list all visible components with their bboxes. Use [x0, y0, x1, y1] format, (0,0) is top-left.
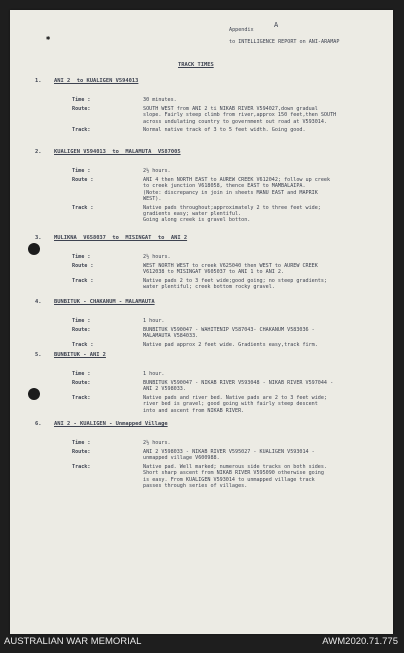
field-label: Route:	[72, 105, 91, 112]
field-value-line: 1 hour.	[143, 318, 165, 324]
field-value-line: to creek junction V618058, thence EAST to MAMBALAIPA.	[143, 183, 306, 190]
field-label: Route :	[72, 176, 94, 183]
section-number: 4.	[35, 299, 42, 305]
field-value-line: water plentiful; creek bottom rocky gravel.	[143, 284, 275, 291]
section-heading: ANI 2 - KUALIGEN - Unmapped Village	[54, 421, 168, 427]
field-label: Track:	[72, 464, 91, 471]
field-value-line: Short sharp ascent from NIKAB RIVER V595090 otherwise going	[143, 470, 324, 477]
field-label: Track :	[72, 204, 94, 211]
field-value-line: unmapped village V600988.	[143, 455, 220, 462]
field-value-line: gradients easy; water plentiful.	[143, 211, 242, 217]
field-label: Route:	[72, 448, 91, 455]
field-value-line: 2½ hours.	[143, 440, 171, 446]
field-value-line: BUNBITUK V590047 - WAHITENIP V587043- CHAKANUM V583036 -	[143, 326, 315, 333]
field-value-line: slope. Fairly steep climb from river,approx 150 feet,then SOUTH	[143, 112, 337, 119]
field-label: Time :	[72, 318, 91, 324]
field-label: Time :	[72, 168, 91, 174]
field-value-line: 2½ hours.	[143, 254, 171, 260]
field-value-line: WEST).	[143, 195, 162, 202]
section-number: 6.	[35, 421, 42, 427]
field-label: Route:	[72, 379, 91, 386]
document-page	[10, 10, 393, 634]
field-value-line: 1 hour.	[143, 371, 165, 377]
appendix-label: Appendix	[229, 27, 254, 33]
field-value-line: Native pads throughout;approximately 2 to three feet wide;	[143, 204, 321, 211]
field-label: Track:	[72, 395, 91, 402]
field-value-line: is easy. From KUALIGEN V593014 to unmapped village track	[143, 476, 315, 483]
document-title: TRACK TIMES	[178, 62, 214, 68]
punch-hole	[28, 243, 40, 255]
footer-left: AUSTRALIAN WAR MEMORIAL	[4, 636, 142, 647]
field-value-line: SOUTH WEST from ANI 2 ti NIKAB RIVER V594027,down gradual	[143, 105, 318, 112]
field-label: Route :	[72, 262, 94, 269]
field-label: Time :	[72, 254, 91, 260]
field-value-line: (Note: discrepancy in join in sheets MANU EAST and MAPRIK	[143, 189, 318, 196]
section-heading: BUNBITUK - ANI 2	[54, 352, 106, 358]
field-label: Track:	[72, 127, 91, 134]
section-heading: KUALIGEN V594013 to MALAMUTA V587005	[54, 149, 181, 155]
field-value-line: WEST NORTH WEST to creek V625040 then WEST to AUREW CREEK	[143, 262, 318, 269]
section-number: 5.	[35, 352, 42, 358]
field-label: Track :	[72, 278, 94, 285]
field-value-line: BUNBITUK V590047 - NIKAB RIVER V593048 - NIKAB RIVER V597044 -	[143, 379, 334, 386]
field-value-line: 2½ hours.	[143, 168, 171, 174]
field-value-line: Going along creek is gravel botton.	[143, 217, 251, 224]
field-value-line: passes through series of villages.	[143, 483, 248, 489]
document-subtitle: to INTELLIGENCE REPORT on ANI-ARAMAP	[229, 39, 340, 45]
section-heading: ANI 2 to KUALIGEN V594013	[54, 78, 139, 84]
field-value-line: ANI 2 V598033 - NIKAB RIVER V595027 - KUALIGEN V593014 -	[143, 448, 315, 455]
field-label: Time :	[72, 371, 91, 377]
field-value-line: 30 minutes.	[143, 97, 177, 103]
field-value-line: MALAMAUTA V584033.	[143, 333, 199, 340]
field-value-line: into and ascent from NIKAB RIVER.	[143, 407, 245, 414]
field-value-line: Native pad approx 2 feet wide. Gradients easy,track firm.	[143, 342, 318, 349]
field-value-line: Native pads and river bed. Native pads are 2 to 3 feet wide;	[143, 395, 328, 402]
ink-mark: ✱	[46, 34, 51, 42]
appendix-letter: A	[274, 21, 279, 29]
field-label: Time :	[72, 440, 91, 446]
footer-right: AWM2020.71.775	[322, 636, 398, 647]
punch-hole	[28, 388, 40, 400]
field-value-line: Native pad. Well marked; numerous side tracks on both sides.	[143, 464, 328, 471]
field-label: Route:	[72, 326, 91, 333]
section-number: 2.	[35, 149, 42, 155]
field-value-line: V612038 to MISINGAT V605037 to ANI 1 to ANI 2.	[143, 269, 285, 276]
field-value-line: ANI 4 then NORTH EAST to AUREW CREEK V612042; follow up creek	[143, 176, 331, 183]
field-label: Time :	[72, 97, 91, 103]
field-value-line: river bed is gravel; good going with fairly steep descent	[143, 401, 318, 408]
field-label: Track :	[72, 342, 94, 349]
section-number: 1.	[35, 78, 42, 84]
field-value-line: Normal native track of 3 to 5 feet width. Going good.	[143, 127, 306, 134]
field-value-line: Native pads 2 to 3 feet wide;good going; no steep gradients;	[143, 278, 328, 285]
section-number: 3.	[35, 235, 42, 241]
section-heading: MULIKNA V658037 to MISINGAT to ANI 2	[54, 235, 188, 241]
field-value-line: across undulating country to government out road at V593014.	[143, 118, 328, 125]
field-value-line: ANI 2 V598033.	[143, 386, 186, 393]
section-heading: BUNBITUK - CHAKANUM - MALAMAUTA	[54, 299, 155, 305]
